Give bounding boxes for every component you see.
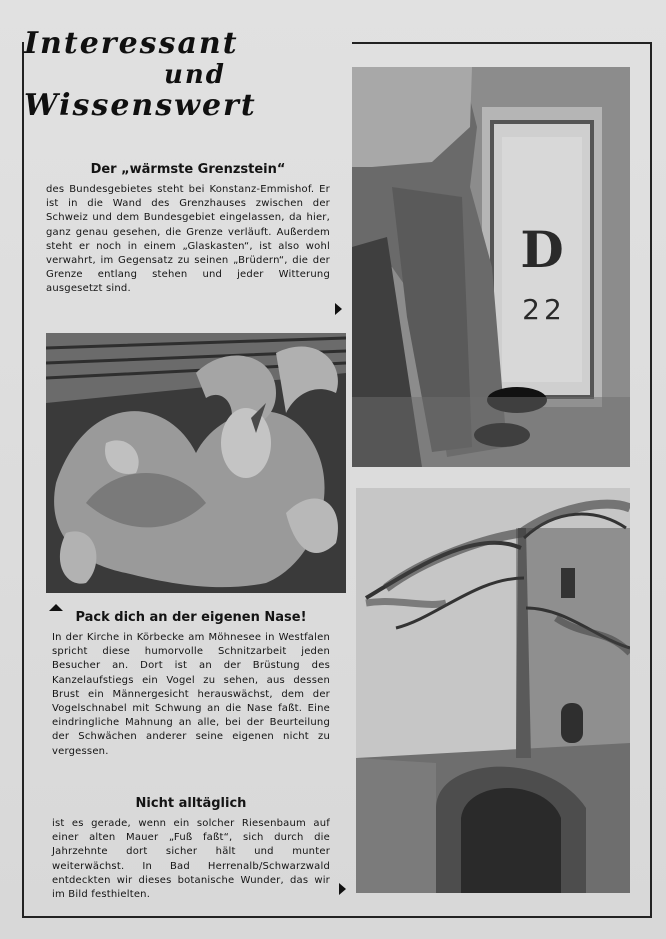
headline-line-1: Interessant	[24, 26, 239, 61]
arrow-right-icon-2	[339, 883, 346, 895]
headline-line-3: Wissenswert	[24, 88, 257, 123]
stone-number: 22	[522, 293, 566, 326]
article-nase-body: In der Kirche in Körbecke am Möhnesee in Westfalen spricht diese humorvolle Schnitzarbeit jeden Besucher an. Dort ist an der Brüstung des Kanzelaufstiegs ein Vogel zu sehen, aus dessen Brust ein Männergesicht herauswächst, dem der Vogelschnabel mit Schwung an die Nase faßt. Eine eindringliche Mahnung an alle, bei der Beurteilung der Schwächen anderer seine eigenen nicht zu vergessen.	[52, 632, 330, 757]
arrow-right-icon	[335, 303, 342, 315]
page-frame-top-rule	[352, 42, 652, 44]
article-baum-body: ist es gerade, wenn ein solcher Riesenbaum auf einer alten Mauer „Fuß faßt“, sich durch die Jahrzehnte dort sicher hält und munter weiterwächst. In Bad Herrenalb/Schwarzwald entdeckten wir dieses botanische Wunder, das wir im Bild festhielten.	[52, 818, 330, 901]
article-nase	[52, 610, 330, 759]
photo-wood-carving	[46, 333, 346, 593]
article-grenzstein	[46, 162, 330, 297]
photo-border-stone	[352, 67, 630, 467]
article-nase-title: Pack dich an der eigenen Nase!	[75, 610, 307, 625]
article-baum-title: Nicht alltäglich	[135, 796, 247, 811]
article-baum	[52, 796, 330, 902]
photo-tree-on-wall	[356, 488, 630, 893]
article-grenzstein-body: des Bundesgebietes steht bei Konstanz-Emmishof. Er ist in die Wand des Grenzhauses zwischen der Schweiz und dem Bundesgebiet eingelassen, da hier, ganz genau gesehen, die Grenze verläuft. Außerdem steht er noch in einem „Glaskasten“, ist also wohl verwahrt, im Gegensatz zu seinen „Brüdern“, die der Grenze entlang stehen und jeder Witterung ausgesetzt sind.	[46, 184, 330, 295]
stone-letter: D	[520, 220, 564, 279]
headline-line-2: und	[164, 60, 226, 90]
article-grenzstein-title: Der „wärmste Grenzstein“	[90, 162, 286, 177]
